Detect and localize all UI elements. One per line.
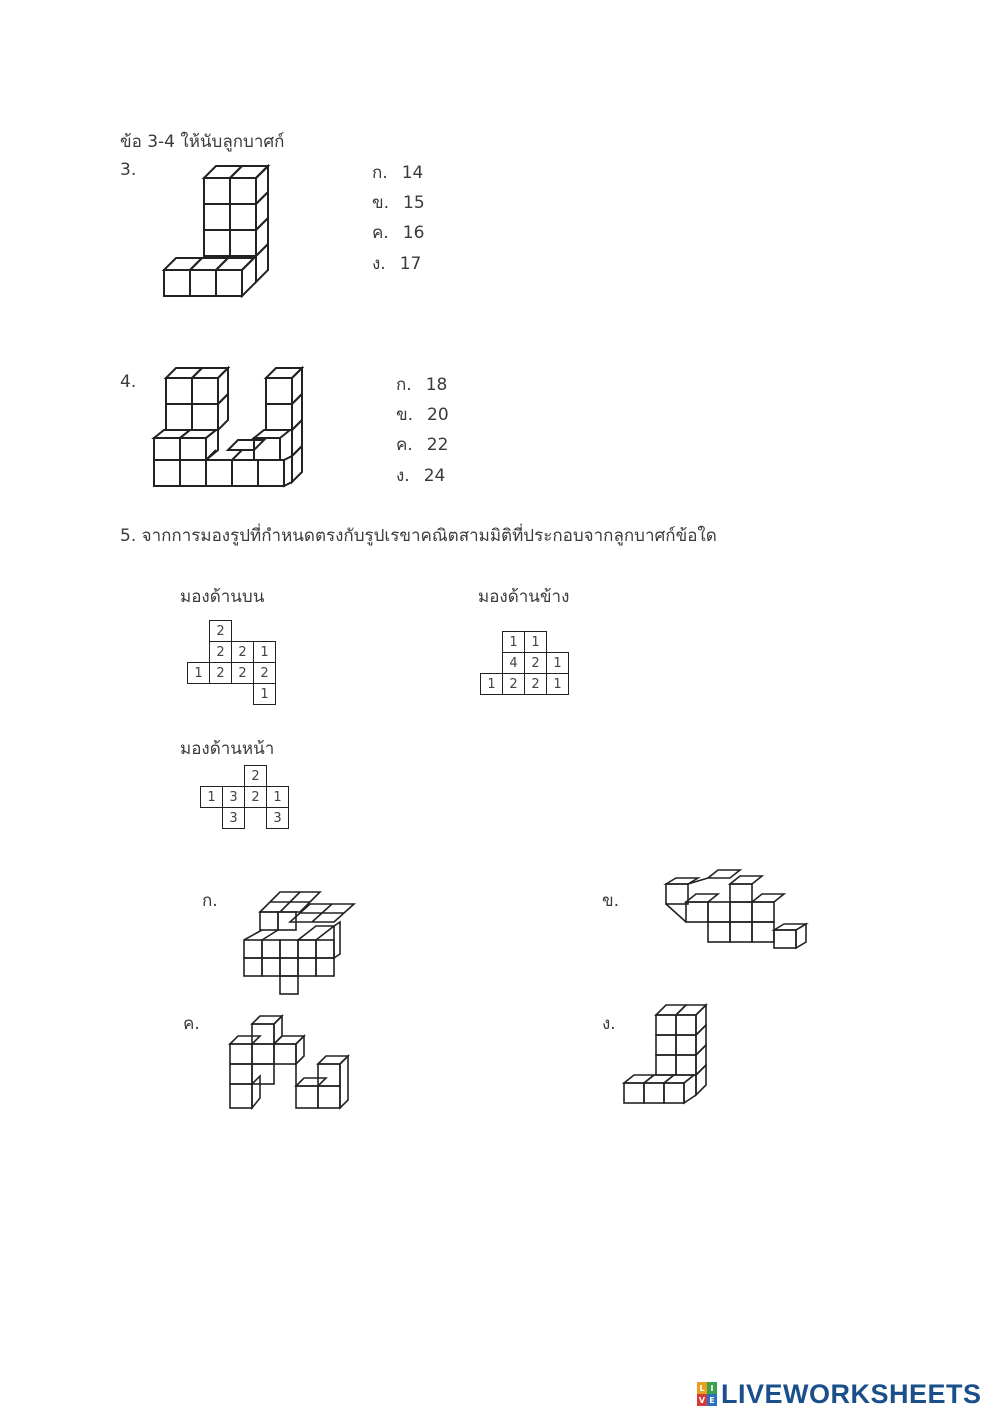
option-letter: ข. — [372, 193, 390, 213]
section-heading: ข้อ 3-4 ให้นับลูกบาศก์ — [120, 132, 285, 152]
top-view-label: มองด้านบน — [180, 587, 265, 607]
question-4-option-d[interactable] — [396, 462, 445, 489]
option-letter: ง. — [396, 466, 410, 486]
grid-cell: 1 — [267, 787, 289, 808]
logo-mark-letter: I — [707, 1382, 717, 1394]
grid-cell: 1 — [254, 684, 276, 705]
option-value: 18 — [425, 375, 448, 395]
grid-cell — [547, 632, 569, 653]
grid-cell — [267, 766, 289, 787]
choice-d-cube-figure[interactable] — [620, 995, 725, 1107]
grid-cell — [232, 621, 254, 642]
grid-cell: 2 — [525, 653, 547, 674]
grid-cell — [254, 621, 276, 642]
logo-mark-icon — [697, 1382, 717, 1406]
side-view-grid — [480, 631, 569, 695]
grid-cell: 2 — [503, 674, 525, 695]
option-letter: ค. — [396, 435, 413, 455]
question-4-option-c[interactable] — [396, 431, 448, 458]
logo-mark-letter: L — [697, 1382, 707, 1394]
grid-cell: 1 — [547, 653, 569, 674]
grid-cell — [188, 621, 210, 642]
option-value: 22 — [426, 435, 449, 455]
grid-cell: 4 — [503, 653, 525, 674]
question-3-cube-figure — [160, 150, 295, 300]
option-value: 17 — [399, 254, 422, 274]
option-value: 16 — [402, 223, 425, 243]
choice-b-label: ข. — [602, 891, 620, 911]
grid-cell: 3 — [267, 808, 289, 829]
option-value: 15 — [403, 193, 425, 213]
grid-cell: 2 — [210, 642, 232, 663]
grid-cell — [232, 684, 254, 705]
side-view-label: มองด้านข้าง — [478, 587, 570, 607]
grid-cell — [210, 684, 232, 705]
grid-cell: 1 — [547, 674, 569, 695]
grid-cell: 1 — [201, 787, 223, 808]
grid-cell — [188, 684, 210, 705]
grid-cell — [481, 653, 503, 674]
logo-text: LIVEWORKSHEETS — [721, 1378, 982, 1409]
question-3-option-c[interactable] — [372, 219, 424, 246]
option-value: 14 — [401, 163, 424, 183]
top-view-grid — [187, 620, 276, 705]
choice-a-label: ก. — [202, 891, 218, 911]
option-letter: ก. — [396, 375, 412, 395]
option-letter: ข. — [396, 405, 414, 425]
logo-mark-letter: E — [707, 1394, 717, 1406]
grid-cell: 2 — [232, 642, 254, 663]
option-letter: ง. — [372, 254, 386, 274]
question-3-option-b[interactable] — [372, 189, 425, 216]
grid-cell: 2 — [210, 663, 232, 684]
question-3-option-a[interactable] — [372, 159, 423, 186]
front-view-grid — [200, 765, 289, 829]
grid-cell: 2 — [525, 674, 547, 695]
grid-cell: 2 — [232, 663, 254, 684]
question-3-number: 3. — [120, 160, 137, 180]
grid-cell: 1 — [525, 632, 547, 653]
grid-cell — [223, 766, 245, 787]
grid-cell: 2 — [245, 787, 267, 808]
grid-cell: 3 — [223, 808, 245, 829]
choice-d-label: ง. — [602, 1014, 616, 1034]
grid-cell: 3 — [223, 787, 245, 808]
front-view-label: มองด้านหน้า — [180, 739, 275, 759]
grid-cell — [201, 766, 223, 787]
option-value: 20 — [427, 405, 449, 425]
option-letter: ก. — [372, 163, 388, 183]
question-4-option-a[interactable] — [396, 371, 447, 398]
liveworksheets-logo[interactable] — [697, 1380, 982, 1408]
logo-mark-letter: V — [698, 1395, 706, 1405]
option-value: 24 — [423, 466, 446, 486]
question-4-number: 4. — [120, 372, 137, 392]
grid-cell — [481, 632, 503, 653]
grid-cell: 1 — [481, 674, 503, 695]
grid-cell: 2 — [254, 663, 276, 684]
question-4-option-b[interactable] — [396, 401, 449, 428]
choice-c-label: ค. — [183, 1014, 200, 1034]
grid-cell: 1 — [254, 642, 276, 663]
question-3-option-d[interactable] — [372, 250, 421, 277]
question-4-cube-figure — [150, 362, 310, 492]
option-letter: ค. — [372, 223, 389, 243]
grid-cell: 1 — [503, 632, 525, 653]
grid-cell: 1 — [188, 663, 210, 684]
grid-cell — [201, 808, 223, 829]
choice-b-cube-figure[interactable] — [662, 868, 812, 960]
grid-cell: 2 — [245, 766, 267, 787]
choice-c-cube-figure[interactable] — [226, 1012, 358, 1114]
grid-cell: 2 — [210, 621, 232, 642]
grid-cell — [188, 642, 210, 663]
grid-cell — [245, 808, 267, 829]
choice-a-cube-figure[interactable] — [240, 882, 360, 997]
question-5-text: 5. จากการมองรูปที่กำหนดตรงกับรูปเรขาคณิตสามมิติที่ประกอบจากลูกบาศก์ข้อใด — [120, 526, 717, 546]
